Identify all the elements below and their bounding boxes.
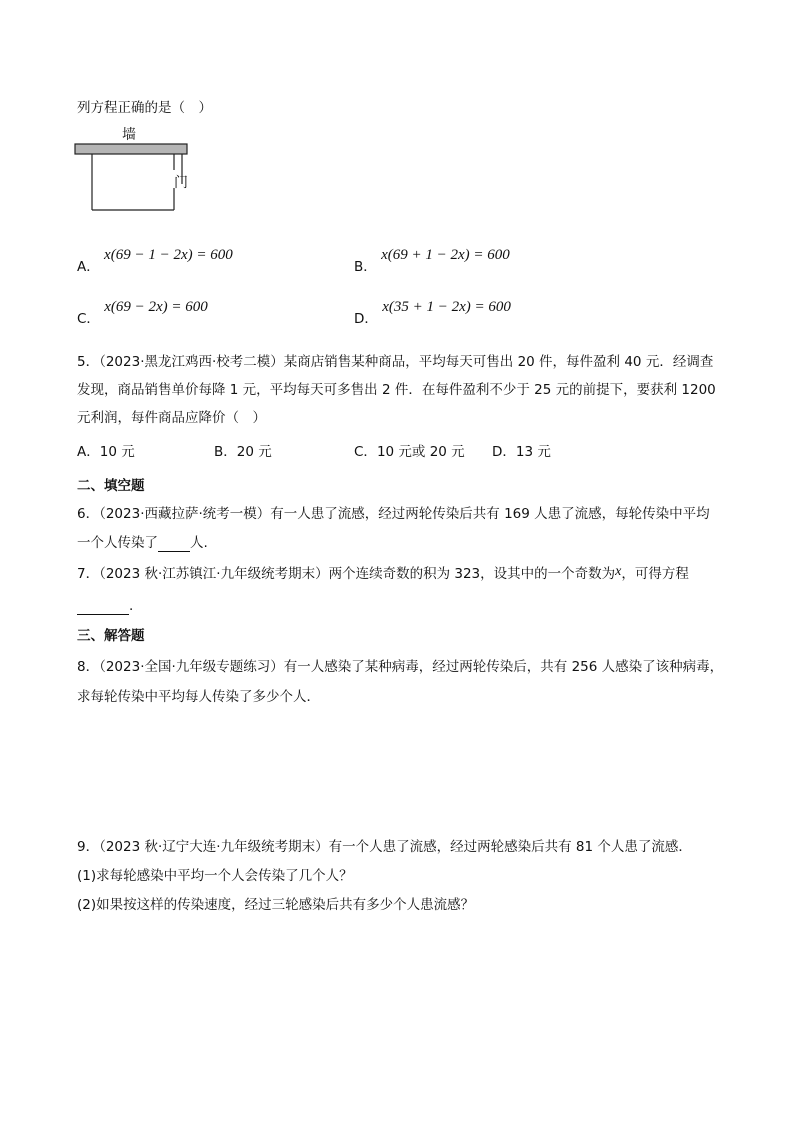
option-text: 10 元 xyxy=(99,444,135,460)
option-text: 10 元或 20 元 xyxy=(376,444,465,460)
option-letter: A． xyxy=(77,444,100,460)
answer-blank[interactable] xyxy=(77,598,129,615)
question-number: 6． xyxy=(77,506,100,522)
question-number: 7． xyxy=(77,566,100,582)
q9-line-1 xyxy=(77,839,692,855)
option-equation: x(69 − 1 − 2x) = 600 xyxy=(104,247,233,263)
option-letter: C． xyxy=(77,311,100,327)
option-equation: x(69 + 1 − 2x) = 600 xyxy=(381,247,510,263)
option-letter: D． xyxy=(354,311,378,327)
question-text: 有一个人患了流感，经过两轮感染后共有 81 个人患了流感． xyxy=(328,839,692,855)
q9-sub-1: (1)求每轮感染中平均一个人会传染了几个人？ xyxy=(77,868,353,884)
question-source: （2023·全国·九年级专题练习） xyxy=(99,659,284,675)
q8-line-1 xyxy=(77,659,723,675)
question-text: 有一人患了流感，经过两轮传染后共有 169 人患了流感，每轮传染中平均 xyxy=(270,506,710,522)
text-after-blank: 人. xyxy=(190,535,208,551)
q5-option-d xyxy=(492,444,551,460)
q6-line-1 xyxy=(77,506,710,522)
option-equation: x(69 − 2x) = 600 xyxy=(104,299,208,315)
option-text: 20 元 xyxy=(236,444,272,460)
q8-line-2: 求每轮传染中平均每人传染了多少个人． xyxy=(77,689,320,705)
option-equation: x(35 + 1 − 2x) = 600 xyxy=(382,299,511,315)
q5-option-c xyxy=(354,444,465,460)
question-source: （2023 秋·辽宁大连·九年级统考期末） xyxy=(99,839,329,855)
wall xyxy=(75,144,187,154)
text-before-blank: 一个人传染了 xyxy=(77,535,158,551)
option-letter: B． xyxy=(354,259,377,275)
q5-option-b xyxy=(214,444,272,460)
section-title-solve: 三、解答题 xyxy=(77,628,145,644)
question-number: 5． xyxy=(77,354,100,370)
option-letter: D． xyxy=(492,444,516,460)
option-letter: C． xyxy=(354,444,377,460)
variable-x: x xyxy=(615,564,622,579)
end-mark: . xyxy=(129,598,134,614)
q7-line-2 xyxy=(77,598,133,615)
wall-label: 墙 xyxy=(122,127,136,143)
q4-option-a xyxy=(77,246,233,275)
q5-option-a xyxy=(77,444,135,460)
question-text: 两个连续奇数的积为 323，设其中的一个奇数为 xyxy=(328,566,616,582)
option-letter: B． xyxy=(214,444,237,460)
question-text: 某商店销售某种商品，平均每天可售出 20 件，每件盈利 40 元．经调查 xyxy=(283,354,714,370)
question-text-2: ，可得方程 xyxy=(621,566,689,582)
question-number: 9． xyxy=(77,839,100,855)
q4-option-d xyxy=(354,298,511,327)
answer-blank[interactable] xyxy=(158,535,190,552)
q4-option-c xyxy=(77,298,208,327)
door-label: 门 xyxy=(174,175,188,191)
q5-line-3: 元利润，每件商品应降价（ ） xyxy=(77,410,266,426)
q6-line-2 xyxy=(77,535,208,552)
q4-fence-figure xyxy=(70,124,200,216)
option-text: 13 元 xyxy=(515,444,551,460)
q7-line-1 xyxy=(77,566,689,584)
q5-line-2: 发现，商品销售单价每降 1 元，平均每天可多售出 2 件．在每件盈利不少于 25 元的前提下，要获利 1200 xyxy=(77,382,716,398)
question-text: 有一人感染了某种病毒，经过两轮传染后，共有 256 人感染了该种病毒， xyxy=(283,659,724,675)
q4-stem-tail: 列方程正确的是（ ） xyxy=(77,100,212,116)
option-letter: A． xyxy=(77,259,100,275)
question-number: 8． xyxy=(77,659,100,675)
q5-line-1 xyxy=(77,354,713,370)
q4-option-b xyxy=(354,246,510,275)
q9-sub-2: (2)如果按这样的传染速度，经过三轮感染后共有多少个人患流感？ xyxy=(77,897,475,913)
question-source: （2023·西藏拉萨·统考一模） xyxy=(99,506,271,522)
section-title-fill-in: 二、填空题 xyxy=(77,478,145,494)
question-source: （2023·黑龙江鸡西·校考二模） xyxy=(99,354,284,370)
question-source: （2023 秋·江苏镇江·九年级统考期末） xyxy=(99,566,329,582)
